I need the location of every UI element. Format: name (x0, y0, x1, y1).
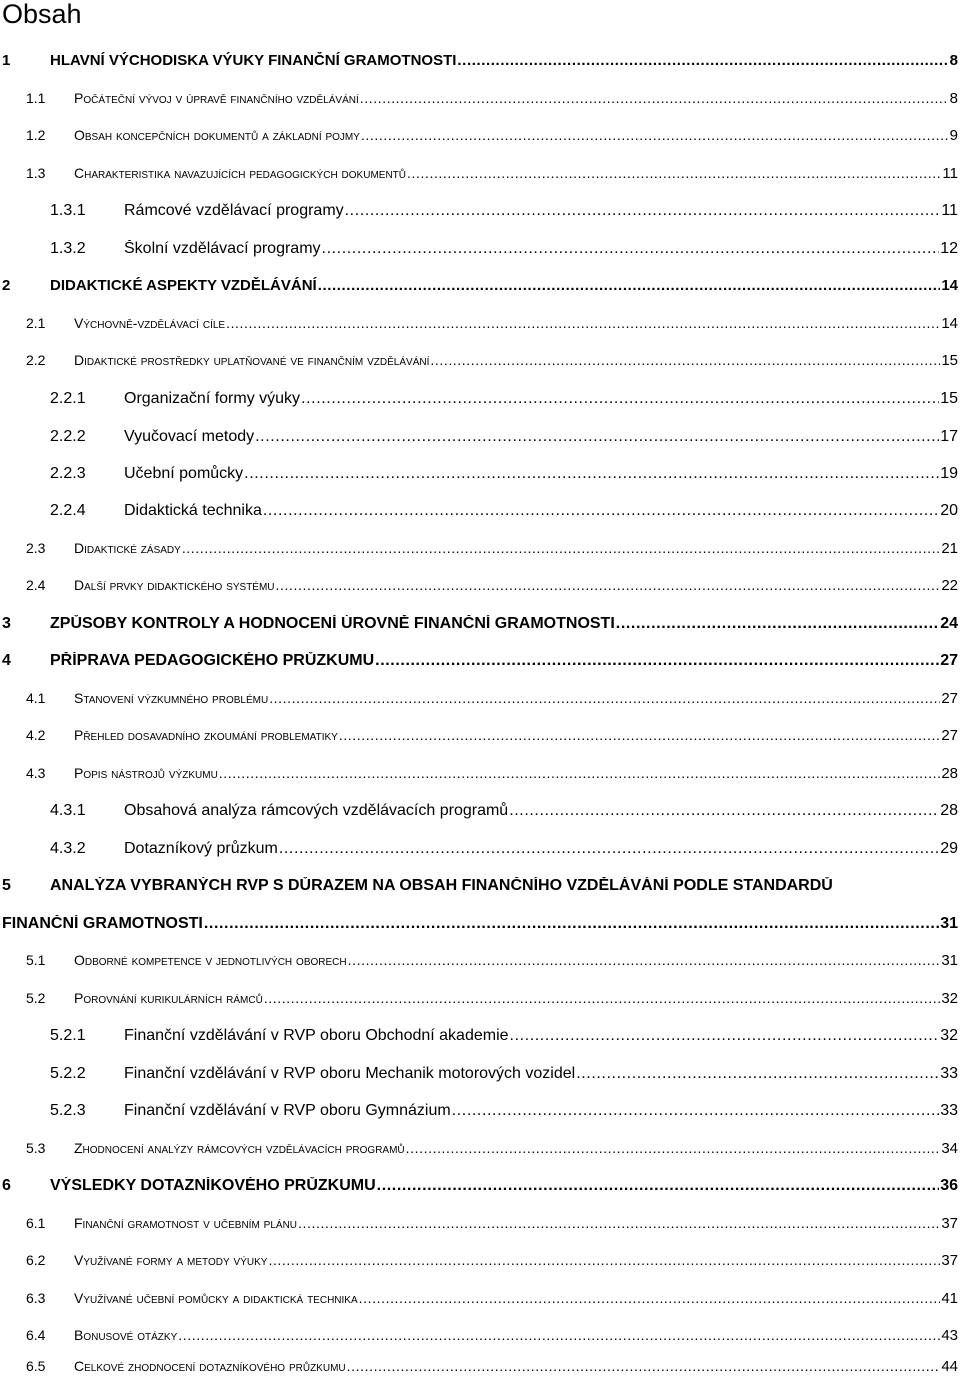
toc-entry-number: 4.3 (26, 765, 46, 781)
toc-entry-title: HLAVNÍ VÝCHODISKA VÝUKY FINANČNÍ GRAMOTNOSTI (50, 52, 457, 69)
toc-entry-number: 2.2.1 (50, 390, 86, 407)
toc-entry-number: 5.1 (26, 952, 46, 968)
dot-leader (182, 540, 941, 556)
toc-entry-title: Vyučovací metody (124, 428, 255, 445)
dot-leader (510, 1027, 940, 1045)
toc-entry-page: 32 (940, 1027, 958, 1044)
toc-entry-subsection[interactable] (50, 240, 958, 270)
toc-entry-subsection[interactable] (50, 428, 958, 458)
dot-leader (377, 1177, 940, 1195)
toc-entry-subsection[interactable] (50, 502, 958, 532)
toc-entry-subsection[interactable] (50, 1027, 958, 1057)
toc-entry-number: 1.3.2 (50, 240, 86, 257)
toc-entry-title: Dotazníkový průzkum (124, 840, 278, 857)
dot-leader (178, 1327, 940, 1343)
toc-entry-title: Finanční vzdělávání v RVP oboru Gymnázium (124, 1102, 451, 1119)
toc-entry-title: Učební pomůcky (124, 465, 244, 482)
toc-entry-title: Finanční vzdělávání v RVP oboru Mechanik motorových vozidel (124, 1065, 576, 1082)
toc-entry-page: 43 (941, 1327, 958, 1344)
dot-leader (359, 1290, 941, 1306)
toc-entry-section[interactable] (26, 765, 958, 795)
toc-entry-title: Didaktické zásady (74, 540, 181, 556)
dot-leader (348, 952, 941, 968)
dot-leader (345, 202, 941, 220)
toc-entry-page: 28 (940, 802, 958, 819)
toc-entry-title: Didaktická technika (124, 502, 262, 519)
dot-leader (322, 240, 940, 258)
toc-entry-title: Finanční gramotnost v učebním plánu (74, 1215, 298, 1231)
toc-entry-chapter[interactable] (2, 52, 958, 82)
toc-entry-section[interactable] (26, 1215, 958, 1245)
toc-entry-title: FINANČNÍ GRAMOTNOSTI (2, 915, 203, 932)
toc-entry-number: 1.1 (26, 90, 46, 106)
dot-leader (219, 765, 941, 781)
dot-leader (226, 315, 940, 331)
toc-entry-page: 31 (941, 952, 958, 969)
dot-leader (279, 840, 939, 858)
toc-entry-section[interactable] (26, 352, 958, 382)
toc-entry-title: Využívané učební pomůcky a didaktická technika (74, 1290, 358, 1306)
dot-leader (430, 352, 940, 368)
dot-leader (576, 1065, 939, 1083)
toc-entry-title: Počáteční vývoj v úpravě finančního vzdělávání (74, 90, 359, 106)
toc-entry-number: 5.2 (26, 990, 46, 1006)
toc-entry-number: 2.2.2 (50, 428, 86, 445)
dot-leader (407, 165, 941, 181)
toc-entry-subsection[interactable] (50, 202, 958, 232)
toc-entry-page: 20 (940, 502, 958, 519)
toc-entry-number: 2 (2, 277, 11, 294)
toc-entry-number: 4.2 (26, 727, 46, 743)
toc-entry-section[interactable] (26, 690, 958, 720)
dot-leader (298, 1215, 940, 1231)
toc-entry-section[interactable] (26, 1327, 958, 1357)
dot-leader (339, 727, 940, 743)
toc-entry-page: 29 (940, 840, 958, 857)
toc-entry-title: Využívané formy a metody výuky (74, 1252, 268, 1268)
toc-entry-section[interactable] (26, 1290, 958, 1320)
toc-entry-number: 2.2 (26, 352, 46, 368)
toc-entry-page: 41 (941, 1290, 958, 1307)
toc-entry-chapter[interactable] (2, 1177, 958, 1207)
toc-entry-page: 37 (941, 1215, 958, 1232)
dot-leader (244, 465, 939, 483)
toc-entry-section[interactable] (26, 127, 958, 157)
toc-entry-title: Organizační formy výuky (124, 390, 301, 407)
dot-leader (509, 802, 939, 820)
toc-entry-title: Přehled dosavadního zkoumání problematiky (74, 727, 338, 743)
toc-entry-number: 1.2 (26, 127, 46, 143)
toc-entry-title: DIDAKTICKÉ ASPEKTY VZDĚLÁVÁNÍ (50, 277, 317, 294)
toc-entry-title: ANALÝZA VYBRANÝCH RVP S DŮRAZEM NA OBSAH FINANČNÍHO VZDĚLÁVÁNÍ PODLE STANDARDŮ (50, 877, 833, 894)
toc-entry-title: ZPŮSOBY KONTROLY A HODNOCENÍ ÚROVNĚ FINANČNÍ GRAMOTNOSTI (50, 615, 615, 632)
toc-entry-page: 37 (941, 1252, 958, 1269)
toc-entry-title: Stanovení výzkumného problému (74, 690, 269, 706)
toc-entry-number: 6.5 (26, 1358, 46, 1374)
toc-entry-subsection[interactable] (50, 840, 958, 870)
toc-entry-section[interactable] (26, 90, 958, 120)
toc-entry-title-continuation[interactable] (2, 915, 958, 945)
toc-entry-page: 34 (941, 1140, 958, 1157)
dot-leader (457, 52, 948, 69)
toc-entry-number: 4 (2, 652, 11, 669)
toc-entry-page: 11 (942, 165, 958, 182)
toc-entry-number: 5 (2, 877, 11, 894)
toc-entry-page: 8 (949, 90, 958, 107)
toc-entry-title: Obsah koncepčních dokumentů a základní pojmy (74, 127, 360, 143)
toc-entry-chapter[interactable] (2, 877, 958, 907)
toc-entry-page: 36 (940, 1177, 958, 1194)
toc-entry-number: 4.1 (26, 690, 46, 706)
toc-entry-number: 1.3.1 (50, 202, 86, 219)
toc-entry-section[interactable] (26, 577, 958, 607)
toc-entry-page: 14 (941, 277, 958, 294)
toc-entry-number: 6.2 (26, 1252, 46, 1268)
dot-leader (269, 690, 940, 706)
toc-entry-number: 2.2.3 (50, 465, 86, 482)
toc-entry-number: 1.3 (26, 165, 46, 181)
toc-entry-number: 2.3 (26, 540, 46, 556)
toc-entry-page: 17 (940, 428, 958, 445)
toc-entry-title: Bonusové otázky (74, 1327, 178, 1343)
dot-leader (375, 652, 939, 670)
toc-entry-page: 27 (941, 690, 958, 707)
toc-entry-page: 15 (941, 352, 958, 369)
toc-entry-section[interactable] (26, 1358, 958, 1388)
toc-entry-page: 15 (940, 390, 958, 407)
toc-entry-page: 9 (949, 127, 958, 144)
toc-entry-number: 6.4 (26, 1327, 46, 1343)
toc-entry-number: 4.3.1 (50, 802, 86, 819)
toc-entry-number: 6.1 (26, 1215, 46, 1231)
toc-entry-page: 33 (940, 1102, 958, 1119)
toc-entry-page: 31 (940, 915, 958, 932)
toc-entry-chapter[interactable] (2, 277, 958, 307)
dot-leader (276, 577, 941, 593)
toc-entry-subsection[interactable] (50, 390, 958, 420)
toc-entry-page: 12 (940, 240, 958, 257)
toc-entry-page: 27 (941, 727, 958, 744)
toc-entry-page: 44 (941, 1358, 958, 1375)
toc-entry-page: 19 (940, 465, 958, 482)
dot-leader (361, 127, 949, 143)
toc-entry-title: Charakteristika navazujících pedagogických dokumentů (74, 165, 406, 181)
toc-entry-section[interactable] (26, 540, 958, 570)
toc-entry-page: 14 (941, 315, 958, 332)
toc-entry-number: 5.2.2 (50, 1065, 86, 1082)
dot-leader (255, 428, 939, 446)
dot-leader (268, 1252, 940, 1268)
toc-entry-subsection[interactable] (50, 1065, 958, 1095)
toc-entry-section[interactable] (26, 1252, 958, 1282)
toc-entry-page: 32 (941, 990, 958, 1007)
toc-entry-section[interactable] (26, 165, 958, 195)
toc-entry-subsection[interactable] (50, 465, 958, 495)
toc-entry-number: 1 (2, 52, 11, 69)
dot-leader (347, 1358, 941, 1374)
toc-entry-section[interactable] (26, 1140, 958, 1170)
toc-entry-chapter[interactable] (2, 615, 958, 645)
toc-entry-number: 5.2.3 (50, 1102, 86, 1119)
toc-entry-page: 21 (941, 540, 958, 557)
toc-entry-title: VÝSLEDKY DOTAZNÍKOVÉHO PRŮZKUMU (50, 1177, 376, 1194)
toc-entry-subsection[interactable] (50, 802, 958, 832)
toc-entry-title: Školní vzdělávací programy (124, 240, 321, 257)
toc-entry-section[interactable] (26, 727, 958, 757)
toc-entry-number: 2.4 (26, 577, 46, 593)
toc-entry-title: Celkové zhodnocení dotazníkového průzkumu (74, 1358, 346, 1374)
toc-entry-number: 2.1 (26, 315, 46, 331)
toc-entry-title: Obsahová analýza rámcových vzdělávacích programů (124, 802, 509, 819)
dot-leader (406, 1140, 941, 1156)
toc-entry-page: 33 (940, 1065, 958, 1082)
page-title: Obsah (2, 0, 82, 29)
toc-entry-number: 3 (2, 615, 11, 632)
toc-entry-section[interactable] (26, 990, 958, 1020)
toc-entry-title: Odborné kompetence v jednotlivých oborech (74, 952, 347, 968)
toc-entry-page: 22 (941, 577, 958, 594)
dot-leader (318, 277, 941, 294)
dot-leader (204, 915, 939, 933)
toc-entry-section[interactable] (26, 315, 958, 345)
toc-entry-title: PŘÍPRAVA PEDAGOGICKÉHO PRŮZKUMU (50, 652, 375, 669)
toc-entry-section[interactable] (26, 952, 958, 982)
toc-entry-subsection[interactable] (50, 1102, 958, 1132)
toc-entry-page: 11 (941, 202, 958, 219)
dot-leader (360, 90, 949, 106)
toc-entry-title: Popis nástrojů výzkumu (74, 765, 218, 781)
toc-entry-page: 28 (941, 765, 958, 782)
toc-entry-page: 8 (949, 52, 958, 69)
toc-entry-number: 2.2.4 (50, 502, 86, 519)
toc-entry-title: Rámcové vzdělávací programy (124, 202, 344, 219)
toc-entry-title: Didaktické prostředky uplatňované ve finančním vzdělávání (74, 352, 430, 368)
dot-leader (301, 390, 939, 408)
toc-entry-title: Finanční vzdělávání v RVP oboru Obchodní akademie (124, 1027, 509, 1044)
toc-entry-number: 6.3 (26, 1290, 46, 1306)
toc-entry-number: 4.3.2 (50, 840, 86, 857)
toc-entry-number: 5.3 (26, 1140, 46, 1156)
dot-leader (452, 1102, 940, 1120)
dot-leader (264, 990, 941, 1006)
toc-entry-chapter[interactable] (2, 652, 958, 682)
toc-entry-title: Porovnání kurikulárních rámců (74, 990, 263, 1006)
toc-entry-number: 6 (2, 1177, 11, 1194)
dot-leader (263, 502, 939, 520)
toc-entry-page: 24 (940, 615, 958, 632)
toc-entry-page: 27 (940, 652, 958, 669)
toc-entry-number: 5.2.1 (50, 1027, 86, 1044)
toc-entry-title: Zhodnocení analýzy rámcových vzdělávacích programů (74, 1140, 405, 1156)
toc-entry-title: Další prvky didaktického systému (74, 577, 275, 593)
dot-leader (616, 615, 939, 633)
toc-entry-title: Výchovně-vzdělávací cíle (74, 315, 226, 331)
